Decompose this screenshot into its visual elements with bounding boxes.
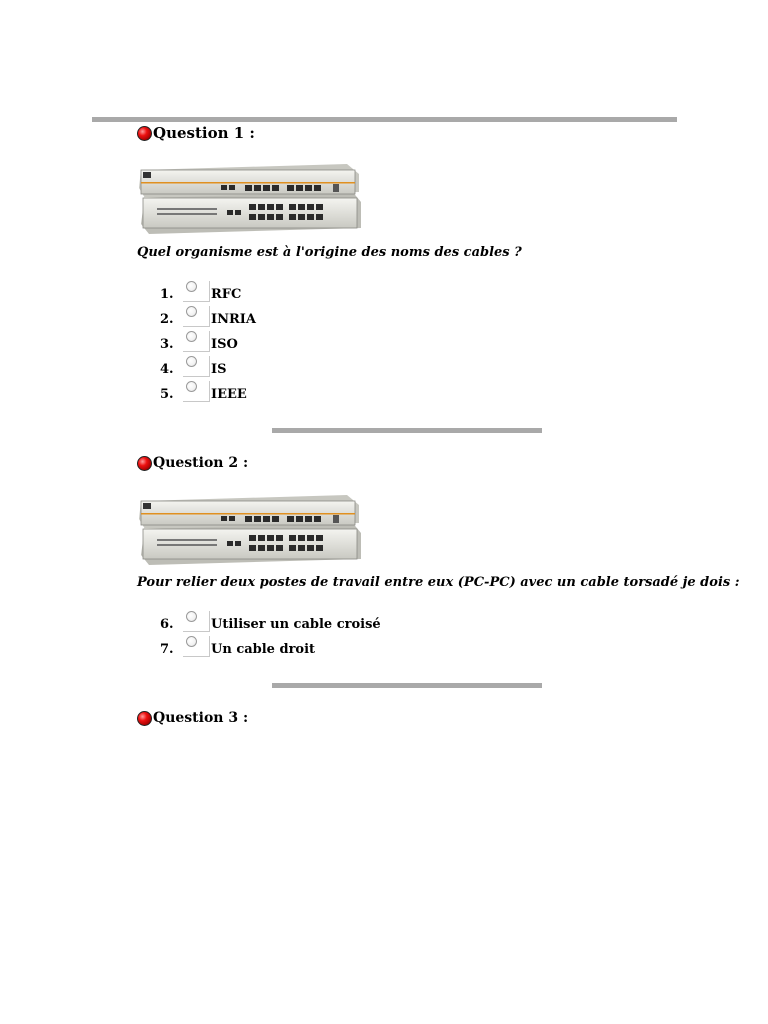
option-label: Utiliser un cable croisé — [211, 617, 381, 632]
network-switch-image — [137, 158, 372, 240]
option-row — [0, 356, 768, 381]
option-number: 6. — [160, 617, 174, 632]
radio-button-icon[interactable] — [186, 356, 197, 367]
option-label: ISO — [211, 337, 238, 352]
question-2-options — [0, 611, 768, 661]
option-number: 1. — [160, 287, 174, 302]
option-row — [0, 381, 768, 406]
question-2-prompt: Pour relier deux postes de travail entre eux (PC-PC) avec un cable torsadé je dois : — [137, 575, 740, 590]
question-1-options — [0, 281, 768, 406]
red-ball-icon — [137, 711, 152, 726]
option-number: 3. — [160, 337, 174, 352]
option-number: 2. — [160, 312, 174, 327]
option-number: 5. — [160, 387, 174, 402]
radio-button-icon[interactable] — [186, 331, 197, 342]
option-label: INRIA — [211, 312, 256, 327]
radio-button-icon[interactable] — [186, 611, 197, 622]
radio-button-icon[interactable] — [186, 306, 197, 317]
question-1-header — [137, 124, 255, 142]
option-label: RFC — [211, 287, 242, 302]
question-3-title: Question 3 : — [153, 710, 249, 726]
option-label: IEEE — [211, 387, 247, 402]
option-number: 4. — [160, 362, 174, 377]
option-row — [0, 636, 768, 661]
radio-button-icon[interactable] — [186, 281, 197, 292]
red-ball-icon — [137, 456, 152, 471]
question-2-title: Question 2 : — [153, 455, 249, 471]
top-divider — [92, 117, 677, 122]
option-label: Un cable droit — [211, 642, 316, 657]
radio-button-icon[interactable] — [186, 381, 197, 392]
question-1-title: Question 1 : — [153, 124, 255, 142]
network-switch-image — [137, 489, 372, 571]
question-1-prompt: Quel organisme est à l'origine des noms des cables ? — [137, 245, 522, 260]
option-row — [0, 331, 768, 356]
radio-button-icon[interactable] — [186, 636, 197, 647]
option-label: IS — [211, 362, 227, 377]
section-divider — [272, 683, 542, 688]
question-2-header — [137, 455, 248, 471]
question-3-header — [137, 710, 248, 726]
option-row — [0, 306, 768, 331]
option-row — [0, 281, 768, 306]
option-number: 7. — [160, 642, 174, 657]
option-row — [0, 611, 768, 636]
red-ball-icon — [137, 126, 152, 141]
section-divider — [272, 428, 542, 433]
